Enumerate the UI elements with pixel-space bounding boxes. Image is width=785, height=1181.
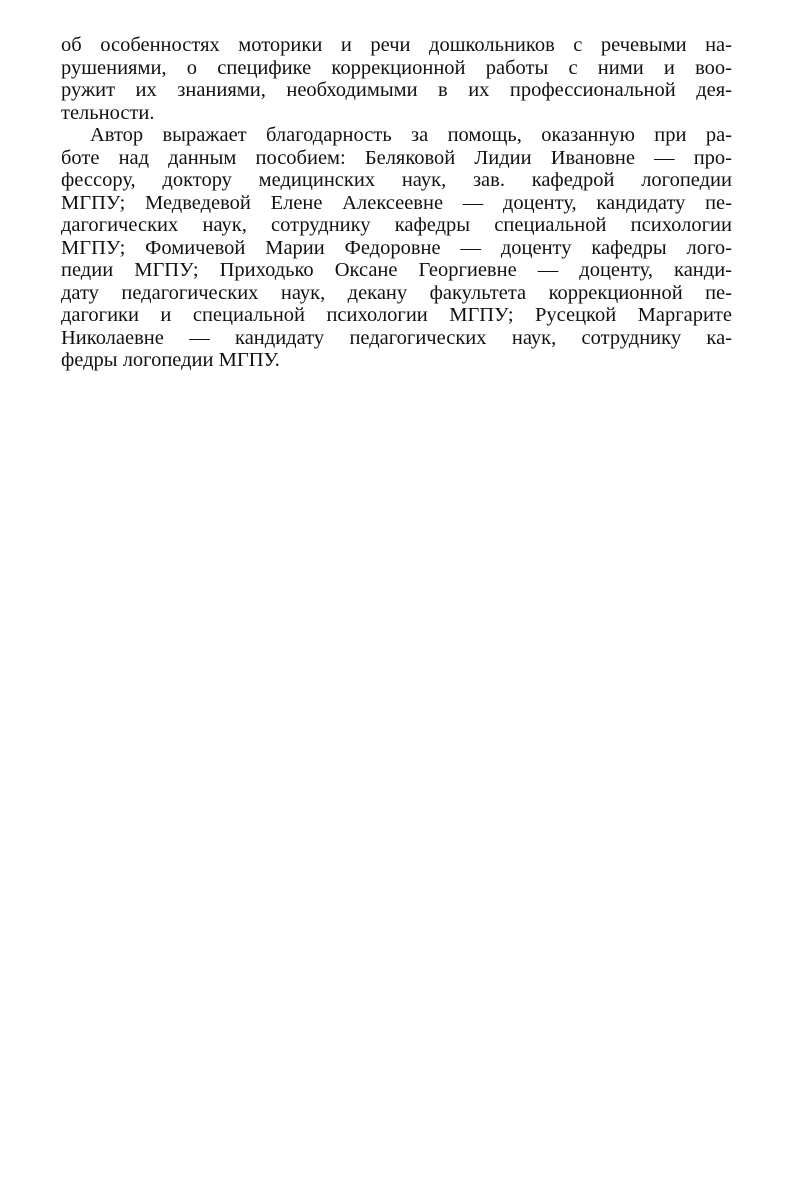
text-line: ружит их знаниями, необходимыми в их профессиональной дея-	[61, 79, 732, 101]
text-line: рушениями, о специфике коррекционной работы с ними и воо-	[61, 56, 732, 79]
paragraph-acknowledgements	[61, 124, 732, 372]
text-line: Автор выражает благодарность за помощь, оказанную при ра-	[90, 124, 732, 146]
book-page	[61, 34, 732, 372]
text-line: об особенностях моторики и речи дошкольников с речевыми на-	[61, 34, 732, 56]
text-line: педии МГПУ; Приходько Оксане Георгиевне — доценту, канди-	[61, 259, 732, 281]
text-line: Николаевне — кандидату педагогических наук, сотруднику ка-	[61, 326, 732, 349]
text-line: МГПУ; Медведевой Елене Алексеевне — доценту, кандидату пе-	[61, 191, 732, 214]
text-line: фессору, доктору медицинских наук, зав. кафедрой логопедии	[61, 169, 732, 191]
text-line: боте над данным пособием: Беляковой Лидии Ивановне — про-	[61, 146, 732, 169]
text-line: дагогики и специальной психологии МГПУ; Русецкой Маргарите	[61, 304, 732, 326]
paragraph-intro-continuation	[61, 34, 732, 124]
text-line: дату педагогических наук, декану факультета коррекционной пе-	[61, 281, 732, 304]
text-line: тельности.	[61, 101, 155, 124]
text-line: МГПУ; Фомичевой Марии Федоровне — доценту кафедры лого-	[61, 236, 732, 259]
text-line: дагогических наук, сотруднику кафедры специальной психологии	[61, 214, 732, 236]
text-line: федры логопедии МГПУ.	[61, 349, 280, 371]
